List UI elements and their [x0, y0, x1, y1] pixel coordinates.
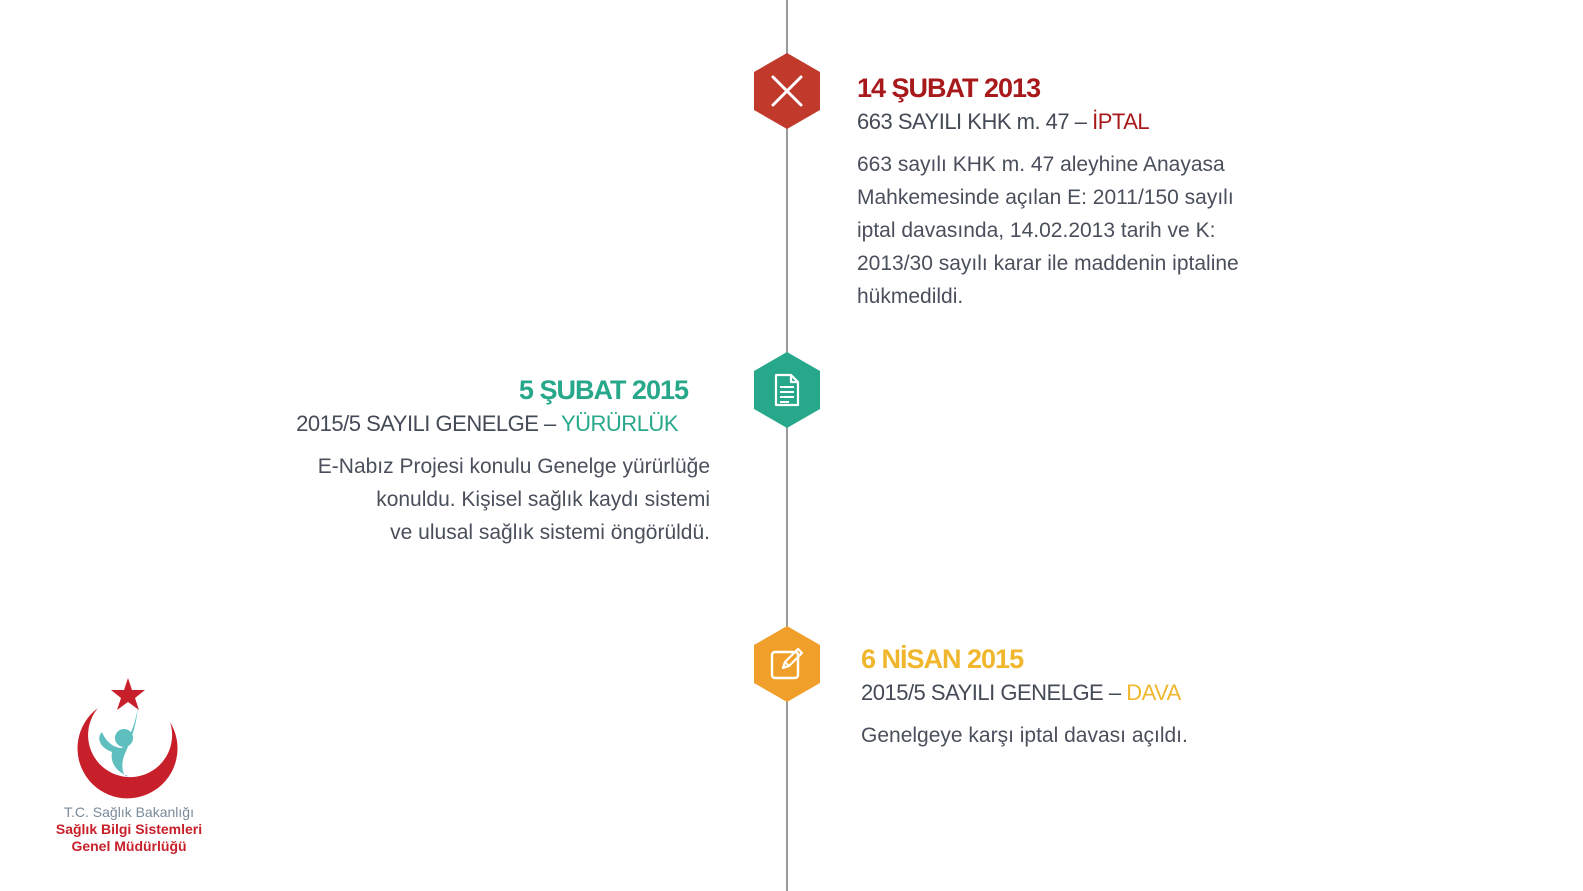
entry-date: 14 ŞUBAT 2013 [857, 73, 1041, 103]
entry-subtitle [290, 410, 678, 438]
entry-subtitle-accent: İPTAL [1092, 109, 1150, 134]
entry-body [857, 148, 1287, 313]
entry-subtitle [857, 108, 1287, 136]
entry-body [290, 450, 710, 549]
entry-body-line: hükmedildi. [857, 285, 964, 308]
entry-body-line: ve ulusal sağlık sistemi öngörüldü. [390, 521, 710, 544]
star-icon [111, 678, 145, 710]
entry-body-line: Genelgeye karşı iptal davası açıldı. [861, 724, 1188, 747]
logo-line: Genel Müdürlüğü [71, 838, 187, 854]
entry-date: 6 NİSAN 2015 [861, 644, 1024, 674]
crescent-icon [78, 708, 178, 798]
entry-body-line: iptal davasında, 14.02.2013 tarih ve K: [857, 219, 1216, 242]
entry-subtitle [861, 679, 1291, 707]
entry-subtitle-text: 2015/5 SAYILI GENELGE – [861, 680, 1127, 705]
entry-body-line: 2013/30 sayılı karar ile maddenin iptaline [857, 252, 1239, 275]
timeline-entry-dava [861, 643, 1291, 752]
entry-body-line: 663 sayılı KHK m. 47 aleyhine Anayasa [857, 153, 1225, 176]
timeline-marker-dava [754, 626, 820, 702]
entry-subtitle-accent: YÜRÜRLÜK [560, 411, 678, 436]
logo-line: Sağlık Bilgi Sistemleri [55, 821, 203, 837]
entry-body [861, 719, 1291, 752]
timeline-marker-iptal [754, 53, 820, 129]
edit-icon [769, 646, 805, 682]
entry-subtitle-text: 663 SAYILI KHK m. 47 – [857, 109, 1093, 134]
entry-body-line: E-Nabız Projesi konulu Genelge yürürlüğe [317, 455, 710, 478]
timeline-entry-yururluk [290, 374, 710, 549]
entry-body-line: konuldu. Kişisel sağlık kaydı sistemi [376, 488, 710, 511]
entry-subtitle-accent: DAVA [1126, 680, 1181, 705]
close-icon [770, 74, 804, 108]
entry-body-line: Mahkemesinde açılan E: 2011/150 sayılı [857, 186, 1234, 209]
logo-line: T.C. Sağlık Bakanlığı [64, 804, 194, 820]
timeline-line [786, 0, 788, 891]
timeline-marker-yururluk [754, 352, 820, 428]
entry-date: 5 ŞUBAT 2015 [518, 375, 688, 405]
timeline-entry-iptal [857, 72, 1287, 313]
document-icon [773, 373, 801, 407]
entry-subtitle-text: 2015/5 SAYILI GENELGE – [296, 411, 561, 436]
logo-caption [40, 804, 218, 855]
